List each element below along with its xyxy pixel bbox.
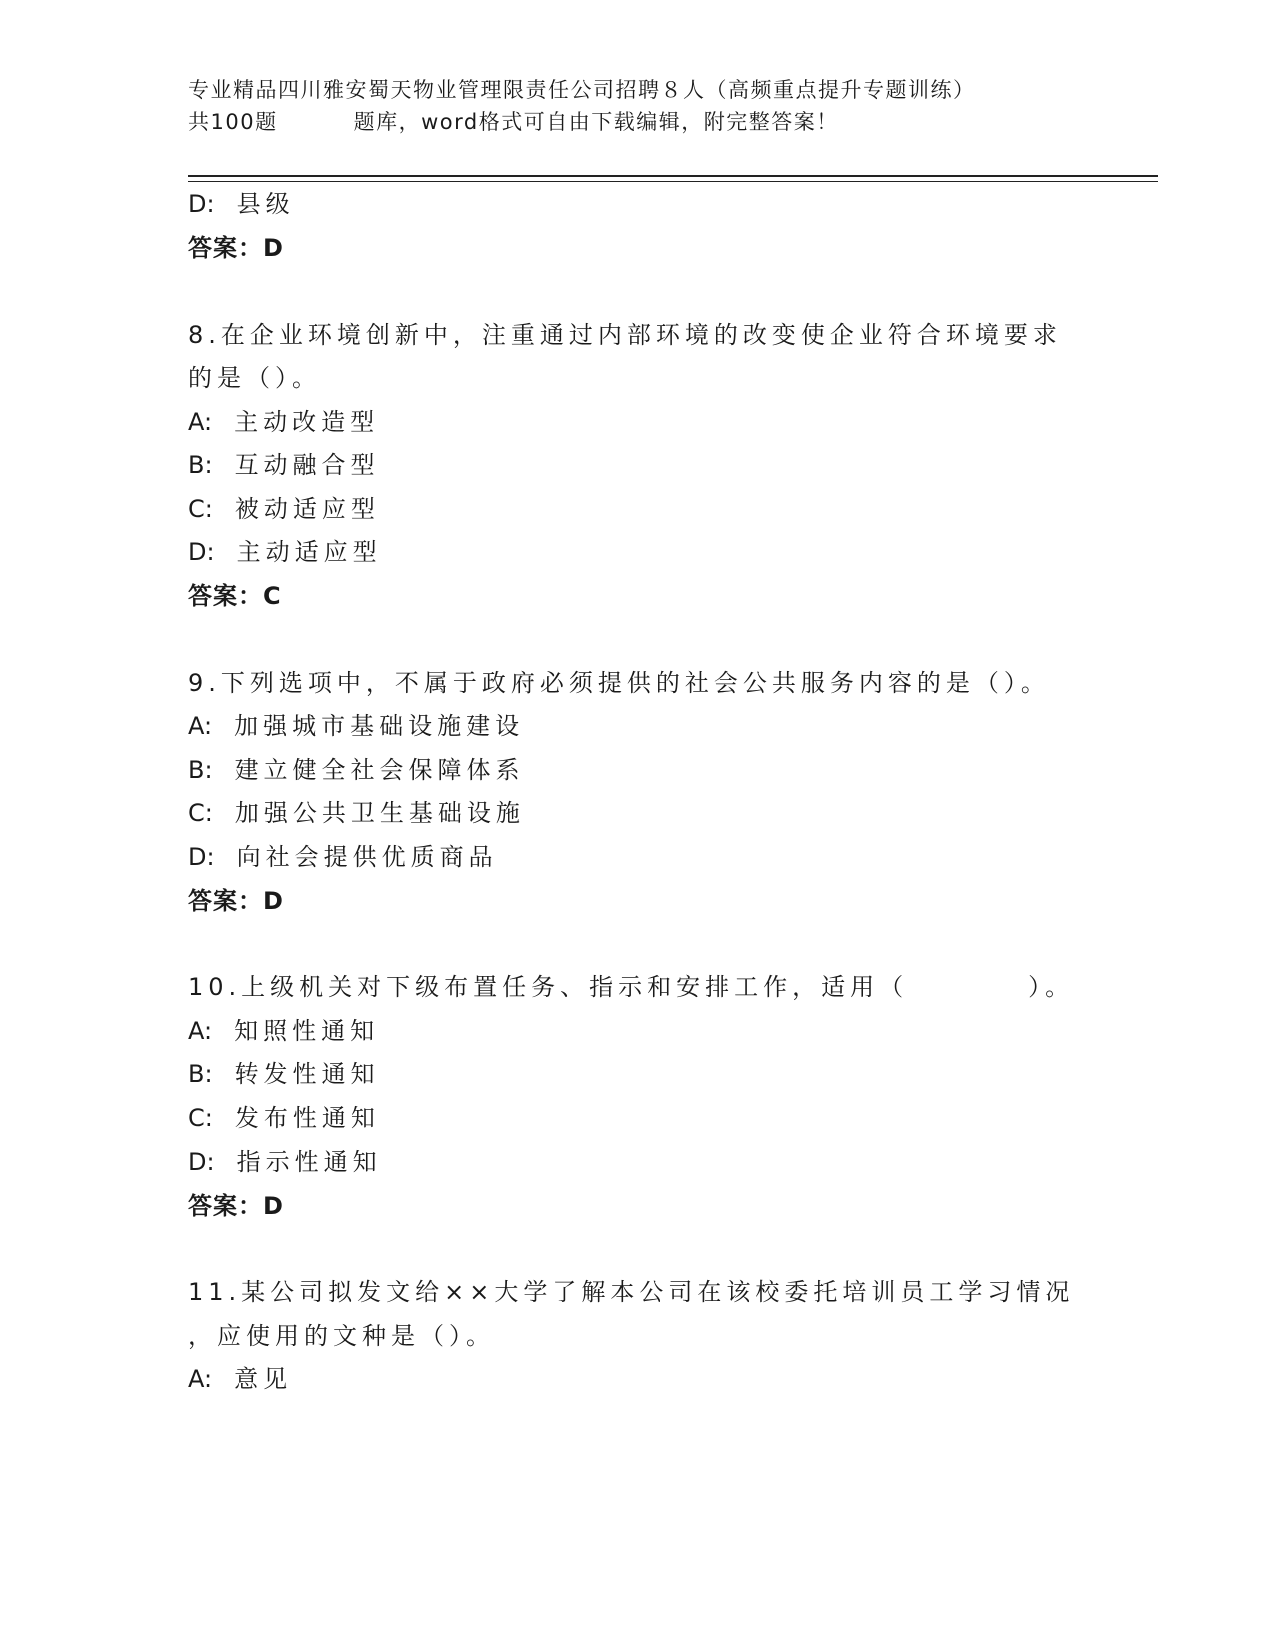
header-subtitle (188, 106, 1088, 138)
q11-stem-line1: 11.某公司拟发文给××大学了解本公司在该校委托培训员工学习情况 (188, 1278, 1075, 1306)
prev-option-d: D: 县级 (188, 190, 295, 218)
header-divider-top (188, 175, 1158, 177)
q8-option-d: D: 主动适应型 (188, 538, 382, 566)
q10-option-b: B: 转发性通知 (188, 1060, 380, 1088)
q8-stem-line2: 的是（）。 (188, 364, 321, 392)
q8-stem-line1: 8.在企业环境创新中，注重通过内部环境的改变使企业符合环境要求 (188, 321, 1062, 349)
prev-answer: 答案：D (188, 234, 284, 262)
q10-option-d: D: 指示性通知 (188, 1148, 382, 1176)
q10-stem-line1: 10.上级机关对下级布置任务、指示和安排工作，适用（ ）。 (188, 973, 1075, 1001)
q11-option-a: A: 意见 (188, 1365, 293, 1393)
document-header (188, 74, 1088, 138)
header-description: 题库，word格式可自由下载编辑，附完整答案！ (353, 110, 839, 134)
header-count: 共100题 (188, 110, 278, 134)
header-title: 专业精品四川雅安蜀天物业管理限责任公司招聘８人（高频重点提升专题训练） (188, 78, 976, 102)
q9-stem-line1: 9.下列选项中，不属于政府必须提供的社会公共服务内容的是（）。 (188, 669, 1050, 697)
q8-answer: 答案：C (188, 582, 282, 610)
q10-answer: 答案：D (188, 1192, 284, 1220)
q9-option-a: A: 加强城市基础设施建设 (188, 712, 525, 740)
q9-answer: 答案：D (188, 887, 284, 915)
q9-option-b: B: 建立健全社会保障体系 (188, 756, 525, 784)
q8-option-a: A: 主动改造型 (188, 408, 380, 436)
q8-option-c: C: 被动适应型 (188, 495, 380, 523)
header-divider-bottom (188, 181, 1158, 182)
q9-option-c: C: 加强公共卫生基础设施 (188, 799, 525, 827)
q10-option-c: C: 发布性通知 (188, 1104, 380, 1132)
q9-option-d: D: 向社会提供优质商品 (188, 843, 498, 871)
q11-stem-line2: ，应使用的文种是（）。 (188, 1322, 495, 1350)
q8-option-b: B: 互动融合型 (188, 451, 380, 479)
q10-option-a: A: 知照性通知 (188, 1017, 380, 1045)
